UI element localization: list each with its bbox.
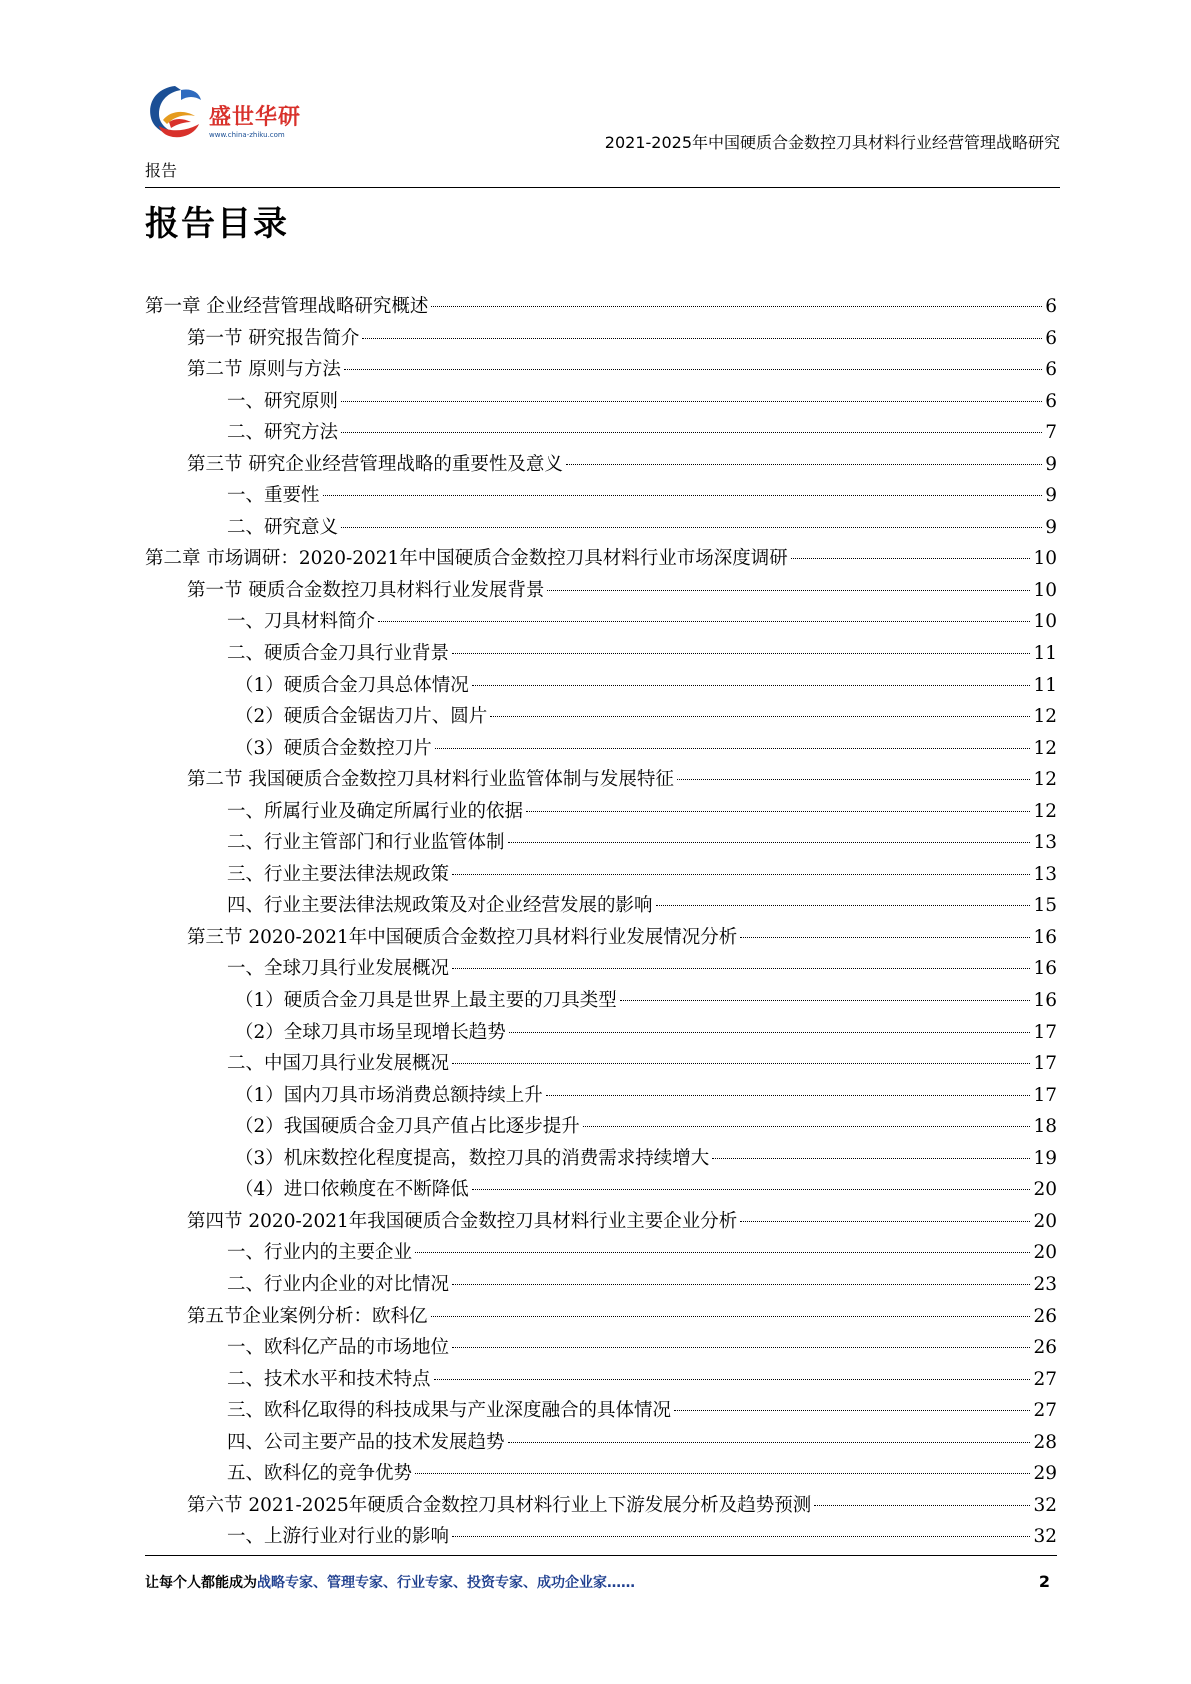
toc-entry-label: 二、技术水平和技术特点: [227, 1368, 431, 1390]
toc-entry[interactable]: [145, 671, 1057, 703]
toc-dot-leader: [547, 590, 1030, 591]
toc-entry-label: 一、行业内的主要企业: [227, 1242, 413, 1264]
toc-entry-label: 第二节 我国硬质合金数控刀具材料行业监管体制与发展特征: [187, 769, 674, 791]
toc-entry-label: 三、欧科亿取得的科技成果与产业深度融合的具体情况: [227, 1400, 672, 1422]
toc-dot-leader: [546, 1095, 1031, 1096]
toc-dot-leader: [341, 527, 1042, 528]
toc-entry[interactable]: [145, 639, 1057, 671]
toc-entry-page: 26: [1033, 1305, 1057, 1327]
toc-entry-label: 第二章 市场调研：2020-2021年中国硬质合金数控刀具材料行业市场深度调研: [145, 548, 788, 570]
toc-entry[interactable]: [145, 1428, 1057, 1460]
toc-entry[interactable]: [145, 324, 1057, 356]
toc-entry-page: 27: [1033, 1368, 1057, 1390]
toc-dot-leader: [740, 937, 1030, 938]
company-logo: [145, 80, 335, 150]
toc-entry-label: 二、中国刀具行业发展概况: [227, 1053, 450, 1075]
toc-entry[interactable]: [145, 702, 1057, 734]
page-footer: [145, 1572, 1050, 1596]
toc-entry[interactable]: [145, 607, 1057, 639]
toc-dot-leader: [509, 1032, 1031, 1033]
footer-slogan-highlight: 战略专家、管理专家、行业专家、投资专家、成功企业家……: [257, 1575, 635, 1591]
toc-entry-label: 二、研究意义: [227, 516, 339, 538]
toc-entry[interactable]: [145, 1238, 1057, 1270]
toc-dot-leader: [656, 905, 1031, 906]
toc-dot-leader: [472, 685, 1031, 686]
toc-dot-leader: [712, 1158, 1030, 1159]
toc-entry-page: 32: [1033, 1494, 1057, 1516]
toc-dot-leader: [452, 1284, 1030, 1285]
toc-dot-leader: [583, 1126, 1031, 1127]
toc-entry-page: 11: [1033, 674, 1057, 696]
toc-entry[interactable]: [145, 1144, 1057, 1176]
toc-dot-leader: [674, 1410, 1030, 1411]
toc-entry[interactable]: [145, 828, 1057, 860]
toc-dot-leader: [431, 1316, 1031, 1317]
toc-entry[interactable]: [145, 891, 1057, 923]
toc-entry-label: 一、研究原则: [227, 390, 339, 412]
toc-dot-leader: [490, 716, 1030, 717]
toc-dot-leader: [508, 1442, 1031, 1443]
toc-entry-page: 16: [1033, 958, 1057, 980]
toc-entry-label: 二、行业内企业的对比情况: [227, 1273, 450, 1295]
toc-entry-label: 一、上游行业对行业的影响: [227, 1526, 450, 1548]
page-number: 2: [1038, 1572, 1050, 1591]
table-of-contents: [145, 292, 1057, 1554]
toc-entry-page: 6: [1045, 359, 1057, 381]
toc-entry-page: 15: [1033, 895, 1057, 917]
toc-dot-leader: [435, 748, 1031, 749]
toc-dot-leader: [472, 1189, 1031, 1190]
toc-entry-label: （4）进口依赖度在不断降低: [235, 1179, 469, 1201]
toc-entry[interactable]: [145, 292, 1057, 324]
toc-entry-page: 12: [1033, 769, 1057, 791]
toc-entry[interactable]: [145, 1018, 1057, 1050]
toc-dot-leader: [740, 1221, 1030, 1222]
toc-entry-page: 9: [1045, 453, 1057, 475]
toc-entry[interactable]: [145, 954, 1057, 986]
toc-entry[interactable]: [145, 387, 1057, 419]
toc-dot-leader: [620, 1000, 1031, 1001]
toc-entry[interactable]: [145, 923, 1057, 955]
toc-entry-label: （1）硬质合金刀具总体情况: [235, 674, 469, 696]
toc-entry-page: 29: [1033, 1463, 1057, 1485]
toc-entry-label: 第一节 研究报告简介: [187, 327, 360, 349]
toc-entry-page: 32: [1033, 1526, 1057, 1548]
toc-dot-leader: [814, 1505, 1030, 1506]
toc-entry-page: 17: [1033, 1021, 1057, 1043]
toc-entry-label: 一、所属行业及确定所属行业的依据: [227, 800, 524, 822]
toc-entry-page: 19: [1033, 1147, 1057, 1169]
toc-entry-page: 12: [1033, 737, 1057, 759]
toc-entry-label: （2）我国硬质合金刀具产值占比逐步提升: [235, 1116, 580, 1138]
toc-entry-page: 10: [1033, 579, 1057, 601]
toc-dot-leader: [452, 1347, 1030, 1348]
toc-dot-leader: [452, 1536, 1030, 1537]
toc-entry-label: 一、重要性: [227, 485, 320, 507]
header-divider: [145, 187, 1060, 188]
toc-dot-leader: [791, 558, 1031, 559]
toc-entry[interactable]: [145, 355, 1057, 387]
toc-entry-page: 10: [1033, 611, 1057, 633]
toc-entry-label: 第六节 2021-2025年硬质合金数控刀具材料行业上下游发展分析及趋势预测: [187, 1494, 812, 1516]
toc-entry-label: （1）国内刀具市场消费总额持续上升: [235, 1084, 543, 1106]
page-title: 报告目录: [145, 204, 289, 244]
report-title-continuation: 报告: [145, 161, 178, 180]
toc-entry[interactable]: [145, 1175, 1057, 1207]
toc-entry[interactable]: [145, 1522, 1057, 1554]
toc-entry-label: 一、欧科亿产品的市场地位: [227, 1337, 450, 1359]
toc-entry[interactable]: [145, 1491, 1057, 1523]
logo-swoosh-icon: [145, 80, 209, 142]
toc-entry-label: 第一节 硬质合金数控刀具材料行业发展背景: [187, 579, 545, 601]
toc-entry[interactable]: [145, 481, 1057, 513]
report-title: 2021-2025年中国硬质合金数控刀具材料行业经营管理战略研究: [604, 133, 1060, 152]
toc-entry-label: 五、欧科亿的竞争优势: [227, 1463, 413, 1485]
toc-entry[interactable]: [145, 986, 1057, 1018]
toc-dot-leader: [452, 874, 1030, 875]
toc-entry[interactable]: [145, 734, 1057, 766]
toc-entry[interactable]: [145, 576, 1057, 608]
toc-entry-label: （1）硬质合金刀具是世界上最主要的刀具类型: [235, 990, 617, 1012]
toc-entry-label: 第一章 企业经营管理战略研究概述: [145, 296, 429, 317]
toc-dot-leader: [566, 464, 1042, 465]
toc-entry-page: 13: [1033, 863, 1057, 885]
toc-dot-leader: [452, 653, 1030, 654]
toc-entry-page: 20: [1033, 1179, 1057, 1201]
toc-entry[interactable]: [145, 1333, 1057, 1365]
toc-dot-leader: [341, 401, 1042, 402]
toc-entry[interactable]: [145, 1049, 1057, 1081]
toc-entry-label: 第四节 2020-2021年我国硬质合金数控刀具材料行业主要企业分析: [187, 1210, 738, 1232]
toc-dot-leader: [434, 1379, 1031, 1380]
toc-entry-label: 二、行业主管部门和行业监管体制: [227, 832, 505, 854]
toc-entry-label: 四、公司主要产品的技术发展趋势: [227, 1431, 505, 1453]
toc-entry[interactable]: [145, 765, 1057, 797]
toc-entry[interactable]: [145, 1302, 1057, 1334]
toc-entry[interactable]: [145, 1081, 1057, 1113]
toc-entry-page: 11: [1033, 643, 1057, 665]
toc-entry-label: 四、行业主要法律法规政策及对企业经营发展的影响: [227, 895, 653, 917]
toc-entry-page: 28: [1033, 1431, 1057, 1453]
toc-dot-leader: [452, 1063, 1030, 1064]
toc-entry-page: 9: [1045, 516, 1057, 538]
toc-dot-leader: [677, 779, 1031, 780]
toc-entry-page: 18: [1033, 1116, 1057, 1138]
toc-entry-page: 17: [1033, 1053, 1057, 1075]
toc-entry-label: 三、行业主要法律法规政策: [227, 863, 450, 885]
toc-entry-label: 一、刀具材料简介: [227, 611, 376, 633]
toc-entry-page: 6: [1045, 390, 1057, 412]
toc-dot-leader: [341, 432, 1042, 433]
toc-entry[interactable]: [145, 1396, 1057, 1428]
toc-entry-page: 17: [1033, 1084, 1057, 1106]
toc-entry[interactable]: [145, 418, 1057, 450]
toc-entry-label: 二、硬质合金刀具行业背景: [227, 643, 450, 665]
toc-dot-leader: [378, 621, 1030, 622]
logo-url: www.china-zhiku.com: [209, 131, 285, 139]
toc-entry-page: 23: [1033, 1273, 1057, 1295]
toc-dot-leader: [415, 1473, 1030, 1474]
toc-entry-page: 16: [1033, 926, 1057, 948]
toc-entry-label: 第三节 2020-2021年中国硬质合金数控刀具材料行业发展情况分析: [187, 926, 738, 948]
toc-entry[interactable]: [145, 1270, 1057, 1302]
footer-divider: [145, 1555, 1057, 1556]
toc-entry[interactable]: [145, 860, 1057, 892]
toc-entry[interactable]: [145, 1459, 1057, 1491]
toc-dot-leader: [526, 811, 1030, 812]
toc-entry-label: 二、研究方法: [227, 422, 339, 444]
toc-dot-leader: [344, 369, 1042, 370]
toc-entry[interactable]: [145, 1207, 1057, 1239]
toc-dot-leader: [508, 842, 1031, 843]
toc-entry-label: 一、全球刀具行业发展概况: [227, 958, 450, 980]
toc-entry-page: 6: [1045, 327, 1057, 349]
toc-entry[interactable]: [145, 544, 1057, 576]
toc-entry-page: 20: [1033, 1242, 1057, 1264]
toc-dot-leader: [323, 495, 1043, 496]
toc-entry[interactable]: [145, 513, 1057, 545]
toc-entry-page: 6: [1045, 296, 1057, 317]
page-header: [145, 80, 1060, 190]
toc-entry-page: 9: [1045, 485, 1057, 507]
toc-entry[interactable]: [145, 450, 1057, 482]
toc-entry-label: 第二节 原则与方法: [187, 359, 341, 381]
toc-entry-page: 12: [1033, 800, 1057, 822]
toc-entry-label: 第五节企业案例分析：欧科亿: [187, 1305, 428, 1327]
toc-entry-page: 26: [1033, 1337, 1057, 1359]
toc-entry-label: （2）全球刀具市场呈现增长趋势: [235, 1021, 506, 1043]
toc-entry-page: 13: [1033, 832, 1057, 854]
toc-entry-page: 12: [1033, 706, 1057, 728]
toc-entry-page: 16: [1033, 990, 1057, 1012]
toc-entry-page: 20: [1033, 1210, 1057, 1232]
toc-entry[interactable]: [145, 797, 1057, 829]
toc-entry-label: （2）硬质合金锯齿刀片、圆片: [235, 706, 488, 728]
toc-entry[interactable]: [145, 1112, 1057, 1144]
toc-entry-page: 10: [1033, 548, 1057, 570]
footer-slogan-prefix: 让每个人都能成为: [145, 1575, 257, 1591]
toc-dot-leader: [452, 968, 1030, 969]
toc-entry-page: 7: [1045, 422, 1057, 444]
toc-entry-label: （3）机床数控化程度提高，数控刀具的消费需求持续增大: [235, 1147, 710, 1169]
toc-dot-leader: [362, 338, 1042, 339]
logo-name: 盛世华研: [209, 105, 302, 130]
toc-entry-label: （3）硬质合金数控刀片: [235, 737, 432, 759]
toc-entry[interactable]: [145, 1365, 1057, 1397]
toc-entry-page: 27: [1033, 1400, 1057, 1422]
toc-entry-label: 第三节 研究企业经营管理战略的重要性及意义: [187, 453, 563, 475]
toc-dot-leader: [431, 306, 1042, 307]
toc-dot-leader: [415, 1252, 1030, 1253]
